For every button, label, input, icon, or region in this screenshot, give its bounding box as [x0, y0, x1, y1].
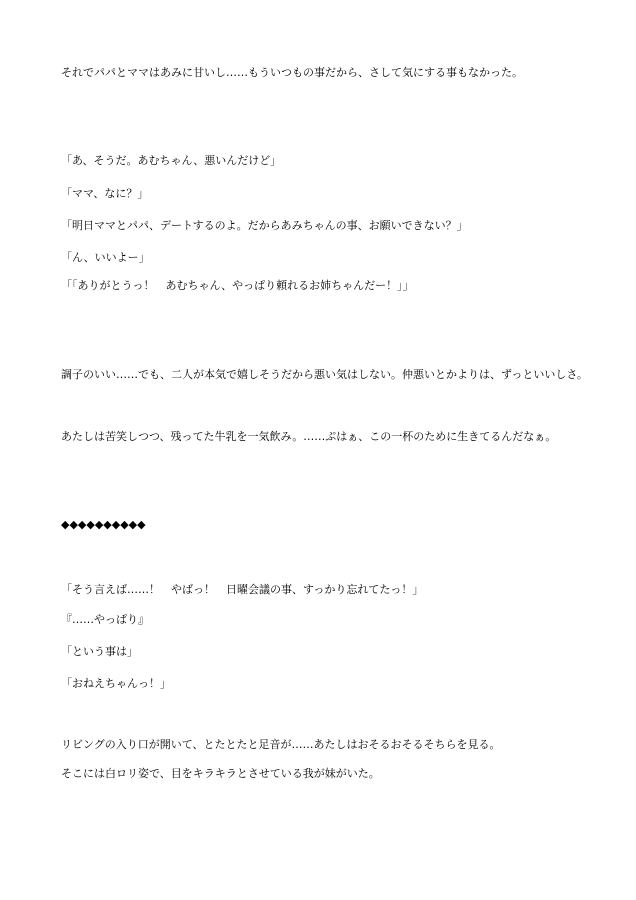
dialogue-line: 「という事は」 — [61, 645, 138, 658]
narration-line: それでパパとママはあみに甘いし……もういつもの事だから、さして気にする事もなかった。 — [61, 66, 523, 79]
dialogue-line: 「あ、そうだ。あむちゃん、悪いんだけど」 — [61, 154, 282, 167]
narration-line: リビングの入り口が開いて、とたとたと足音が……あたしはおそるおそるそちらを見る。 — [61, 738, 501, 751]
dialogue-line: 「「ありがとうっ！ あむちゃん、やっぱり頼れるお姉ちゃんだー！」」 — [61, 279, 414, 292]
dialogue-line: 「ママ、なに？」 — [61, 187, 149, 200]
dialogue-line: 「そう言えば……！ やばっ！ 日曜会議の事、すっかり忘れてたっ！」 — [61, 583, 424, 596]
narration-line: あたしは苦笑しつつ、残ってた牛乳を一気飲み。……ぷはぁ、この一杯のために生きてるんだなぁ。 — [61, 430, 557, 443]
dialogue-line: 『……やっぱり』 — [61, 613, 149, 626]
dialogue-line: 「ん、いいよー」 — [61, 251, 150, 264]
dialogue-line: 「おねえちゃんっ！」 — [61, 677, 171, 690]
dialogue-line: 「明日ママとパパ、デートするのよ。だからあみちゃんの事、お願いできない？」 — [61, 219, 468, 232]
narration-line: そこには白ロリ姿で、目をキラキラとさせている我が妹がいた。 — [61, 767, 380, 780]
narration-line: 調子のいい……でも、二人が本気で嬉しそうだから悪い気はしない。仲悪いとかよりは、ずっといいしさ。 — [61, 368, 588, 381]
section-separator: ◆◆◆◆◆◆◆◆◆◆ — [61, 518, 146, 531]
